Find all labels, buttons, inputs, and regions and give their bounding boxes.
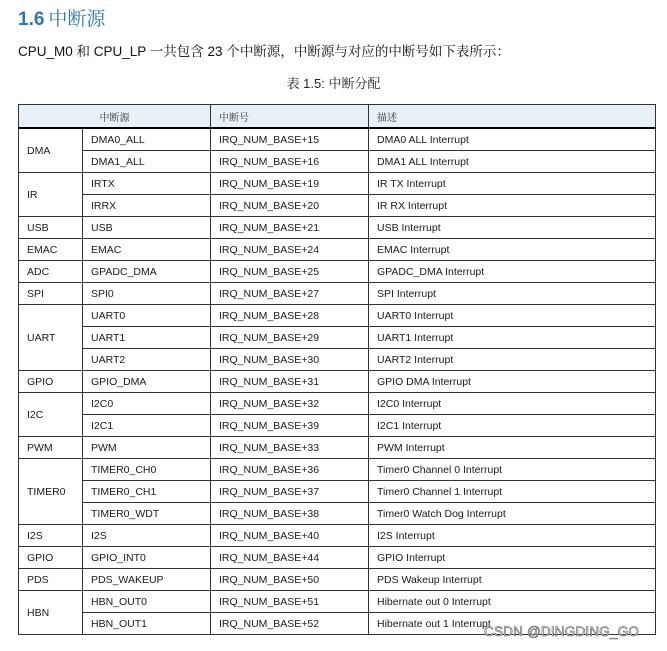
source-cell: GPIO_INT0 [83, 547, 211, 569]
description-cell: UART1 Interrupt [369, 327, 656, 349]
irq-cell: IRQ_NUM_BASE+33 [211, 437, 369, 459]
table-row [19, 503, 656, 525]
source-cell: UART1 [83, 327, 211, 349]
table-row [19, 525, 656, 547]
table-row [19, 217, 656, 239]
group-cell: UART [19, 305, 83, 371]
group-cell: USB [19, 217, 83, 239]
table-row [19, 327, 656, 349]
irq-cell: IRQ_NUM_BASE+39 [211, 415, 369, 437]
description-cell: Timer0 Channel 1 Interrupt [369, 481, 656, 503]
irq-cell: IRQ_NUM_BASE+37 [211, 481, 369, 503]
table-row [19, 173, 656, 195]
table-row [19, 349, 656, 371]
irq-cell: IRQ_NUM_BASE+40 [211, 525, 369, 547]
table-row [19, 128, 656, 151]
group-cell: TIMER0 [19, 459, 83, 525]
description-cell: DMA1 ALL Interrupt [369, 151, 656, 173]
irq-cell: IRQ_NUM_BASE+28 [211, 305, 369, 327]
description-cell: GPADC_DMA Interrupt [369, 261, 656, 283]
group-cell: PWM [19, 437, 83, 459]
description-cell: Timer0 Watch Dog Interrupt [369, 503, 656, 525]
description-cell: Timer0 Channel 0 Interrupt [369, 459, 656, 481]
irq-cell: IRQ_NUM_BASE+19 [211, 173, 369, 195]
source-cell: EMAC [83, 239, 211, 261]
irq-cell: IRQ_NUM_BASE+15 [211, 128, 369, 151]
description-cell: Hibernate out 0 Interrupt [369, 591, 656, 613]
irq-cell: IRQ_NUM_BASE+20 [211, 195, 369, 217]
description-cell: IR RX Interrupt [369, 195, 656, 217]
description-cell: UART2 Interrupt [369, 349, 656, 371]
irq-cell: IRQ_NUM_BASE+24 [211, 239, 369, 261]
description-cell: PWM Interrupt [369, 437, 656, 459]
group-cell: IR [19, 173, 83, 217]
description-cell: I2S Interrupt [369, 525, 656, 547]
irq-cell: IRQ_NUM_BASE+44 [211, 547, 369, 569]
table-row [19, 305, 656, 327]
group-cell: I2C [19, 393, 83, 437]
description-cell: USB Interrupt [369, 217, 656, 239]
irq-cell: IRQ_NUM_BASE+32 [211, 393, 369, 415]
table-row [19, 195, 656, 217]
description-cell: EMAC Interrupt [369, 239, 656, 261]
description-cell: IR TX Interrupt [369, 173, 656, 195]
source-cell: HBN_OUT0 [83, 591, 211, 613]
table-row [19, 261, 656, 283]
source-cell: I2C0 [83, 393, 211, 415]
group-cell: GPIO [19, 371, 83, 393]
source-cell: DMA1_ALL [83, 151, 211, 173]
table-body [19, 128, 656, 635]
description-cell: SPI Interrupt [369, 283, 656, 305]
interrupt-table [18, 104, 656, 635]
description-cell: GPIO DMA Interrupt [369, 371, 656, 393]
section-title: 中断源 [48, 9, 106, 30]
source-cell: HBN_OUT1 [83, 613, 211, 635]
source-cell: GPIO_DMA [83, 371, 211, 393]
group-cell: SPI [19, 283, 83, 305]
table-row [19, 459, 656, 481]
table-row [19, 151, 656, 173]
header-source: 中断源 [19, 105, 211, 129]
source-cell: GPADC_DMA [83, 261, 211, 283]
table-row [19, 239, 656, 261]
table-row [19, 393, 656, 415]
irq-cell: IRQ_NUM_BASE+38 [211, 503, 369, 525]
table-row [19, 415, 656, 437]
source-cell: TIMER0_CH1 [83, 481, 211, 503]
irq-cell: IRQ_NUM_BASE+21 [211, 217, 369, 239]
watermark: CSDN @DINGDING_GO [484, 624, 640, 639]
source-cell: I2C1 [83, 415, 211, 437]
table-row [19, 437, 656, 459]
table-row [19, 547, 656, 569]
description-cell: UART0 Interrupt [369, 305, 656, 327]
irq-cell: IRQ_NUM_BASE+36 [211, 459, 369, 481]
description-cell: GPIO Interrupt [369, 547, 656, 569]
description-cell: PDS Wakeup Interrupt [369, 569, 656, 591]
source-cell: SPI0 [83, 283, 211, 305]
section-number: 1.6 [18, 9, 45, 30]
source-cell: UART2 [83, 349, 211, 371]
source-cell: TIMER0_WDT [83, 503, 211, 525]
header-irq: 中断号 [211, 105, 369, 129]
irq-cell: IRQ_NUM_BASE+51 [211, 591, 369, 613]
irq-cell: IRQ_NUM_BASE+27 [211, 283, 369, 305]
table-row [19, 371, 656, 393]
group-cell: GPIO [19, 547, 83, 569]
description-cell: I2C0 Interrupt [369, 393, 656, 415]
group-cell: DMA [19, 128, 83, 173]
table-header-row [19, 105, 656, 129]
group-cell: EMAC [19, 239, 83, 261]
source-cell: DMA0_ALL [83, 128, 211, 151]
irq-cell: IRQ_NUM_BASE+25 [211, 261, 369, 283]
source-cell: IRRX [83, 195, 211, 217]
source-cell: PDS_WAKEUP [83, 569, 211, 591]
table-row [19, 481, 656, 503]
description-cell: I2C1 Interrupt [369, 415, 656, 437]
source-cell: PWM [83, 437, 211, 459]
group-cell: I2S [19, 525, 83, 547]
source-cell: I2S [83, 525, 211, 547]
description-cell: DMA0 ALL Interrupt [369, 128, 656, 151]
description-cell: Hibernate out 1 Interrupt [369, 613, 656, 635]
source-cell: IRTX [83, 173, 211, 195]
group-cell: PDS [19, 569, 83, 591]
table-row [19, 569, 656, 591]
section-heading [18, 4, 105, 31]
irq-cell: IRQ_NUM_BASE+16 [211, 151, 369, 173]
irq-cell: IRQ_NUM_BASE+50 [211, 569, 369, 591]
group-cell: HBN [19, 591, 83, 635]
irq-cell: IRQ_NUM_BASE+30 [211, 349, 369, 371]
table-row [19, 591, 656, 613]
source-cell: USB [83, 217, 211, 239]
source-cell: TIMER0_CH0 [83, 459, 211, 481]
intro-paragraph: CPU_M0 和 CPU_LP 一共包含 23 个中断源，中断源与对应的中断号如下表所示： [18, 44, 510, 59]
source-cell: UART0 [83, 305, 211, 327]
table-caption: 表 1.5: 中断分配 [286, 76, 381, 91]
irq-cell: IRQ_NUM_BASE+29 [211, 327, 369, 349]
header-description: 描述 [369, 105, 656, 129]
irq-cell: IRQ_NUM_BASE+52 [211, 613, 369, 635]
irq-cell: IRQ_NUM_BASE+31 [211, 371, 369, 393]
table-row [19, 283, 656, 305]
group-cell: ADC [19, 261, 83, 283]
